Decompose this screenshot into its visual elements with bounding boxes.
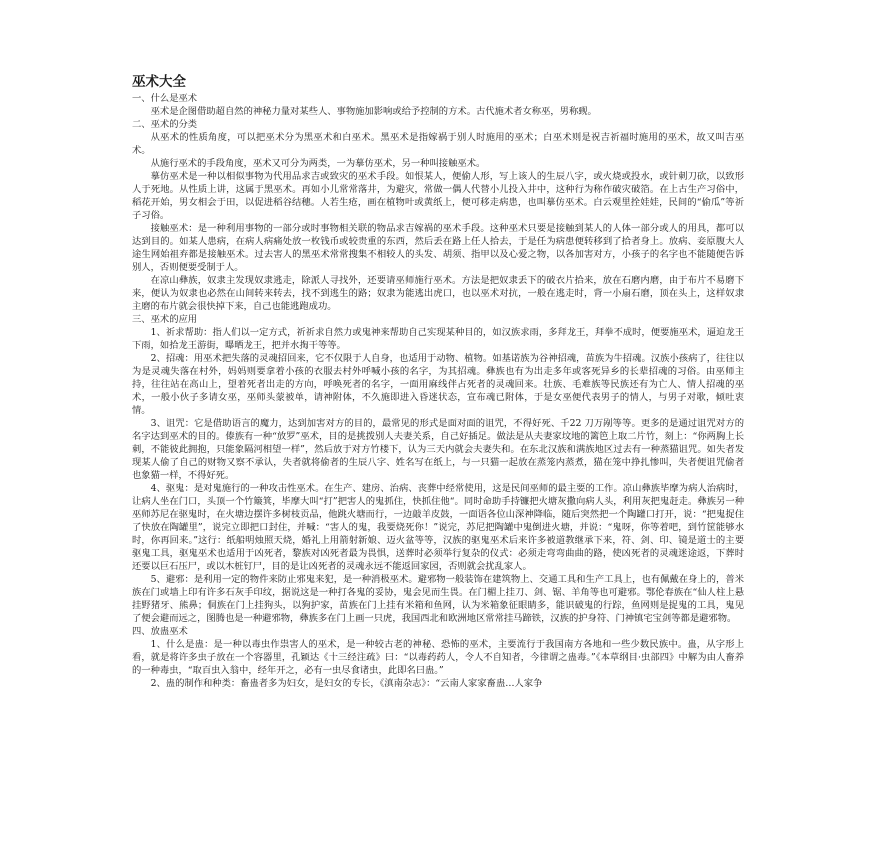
- section-heading: 二、巫术的分类: [132, 119, 198, 130]
- document-body: [132, 92, 744, 690]
- paragraph: 5、避邪：是利用一定的物件来防止邪鬼来犯，是一种消极巫术。避邪物一般装饰在建筑物上、交通工具和生产工具上，也有佩戴在身上的，普米族在门或墙上印有许多石灰手印纹，据说这是一种打各鬼的妥协，鬼会见而生畏。在门楣上挂刀、剑、锯、羊角等也可避邪。鄂伦春族在“仙人柱上悬挂野猪牙、熊鼻；侗族在门上挂狗头，以狗护家，苗族在门上挂有米箱和鱼网，认为米箱象征眼睛多，能识破鬼的行踪，鱼网则是捉鬼的工具，鬼见了便会避而远之，图腾也是一种避邪物，彝族多在门上画一只虎，我国西北和欧洲地区常常挂马蹄铁，汉族的护身符、门神镇宅宝剑等都是避邪物。: [132, 574, 744, 624]
- paragraph: 1、祈求帮助：指人们以一定方式，祈祈求自然力或鬼神来帮助自己实现某种目的，如汉族求雨，多拜龙王，拜拳不成时，便要施巫术，逼迫龙王下雨，如拾龙王游街，曝晒龙王，把并水掏干等等。: [132, 327, 744, 351]
- document-title: 巫术大全: [132, 74, 186, 90]
- paragraph: 2、招魂：用巫术把失落的灵魂招回来，它不仅限于人自身，也适用于动物、植物。如基诺族为谷神招魂，苗族为牛招魂。汉族小孩病了，往往以为是灵魂失落在村外，妈妈则要拿着小孩的衣服去村外呼喊小孩的名字，为其招魂。彝族也有为出走多年或客死异乡的长辈招魂的习俗。由巫师主持，往往站在高山上，望着死者出走的方向，呼唤死者的名字，一面用麻线伴占死者的灵魂回来。壮族、毛难族等民族还有为亡人、情人招魂的巫术，一般小伙子多请女巫，巫师头蒙被单，请神附体，不久施即进入昏迷状态，宣布魂已附体，于是女巫便代表男子的情人，与男子对歌，倾吐衷情。: [132, 353, 744, 416]
- paragraph: 1、什么是蛊：是一种以毒虫作祟害人的巫术，是一种较古老的神秘、恐怖的巫术，主要流行于我国南方各地和一些少数民族中。蛊，从字形上看，就是将许多虫子放在一个容器里，孔颖达《十三经注疏》曰：“以毒药药人，令人不自知者，今律谓之蛊毒。”《本草纲目·虫部四》中解为由人畜养的一种毒虫，“取百虫入翁中，经年开之，必有一虫尽食诸虫，此即名曰蛊。”: [132, 639, 744, 676]
- paragraph: 巫术是企图借助超自然的神秘力量对某些人、事物施加影响或给予控制的方术。古代施术者女称巫，男称觋。: [150, 106, 597, 117]
- paragraph: 从施行巫术的手段角度，巫术又可分为两类，一为摹仿巫术，另一种叫接触巫术。: [150, 158, 486, 169]
- paragraph: 3、诅咒：它是借助语言的魔力，达到加害对方的目的，最常见的形式是面对面的诅咒，不得好死、千22 刀万剐等等。更多的是通过诅咒对方的名字达到巫术的目的。傣族有一种“放罗”巫术，目的是挑拨别人夫妻关系，自己好插足。做法是从夫妻家坟地的篱笆上取二片竹，刻上：“你两胸上长刺，不能彼此拥抱，只能象隔河相望一样”，然后放于对方竹楼下，认为三天内就会夫妻失和。在东北汉族和满族地区过去有一种蒸猫诅咒。如失者发现某人偷了自己的财物又察不承认，失者就将偷者的生辰八字、姓名写在纸上，与一只猫一起放在蒸笼内蒸煮，猫在笼中挣扎惨叫，失者便诅咒偷者也象猫一样，不得好死。: [132, 418, 744, 481]
- paragraph: 接触巫术：是一种利用事物的一部分或时事物相关联的物品求吉嫁祸的巫术手段。这种巫术只要是接触到某人的人体一部分或人的用具，都可以达到目的。如某人患病，在病人病痛处放一枚钱币或较贵重的东西，然后丢在路上任人拾去，于是任为病患便转移到了拾者身上。放病、妾原腹大人途生网始祖弃都是接触巫术。过去害人的黑巫术常常搜集不相较人的头发、胡须、指甲以及心爱之物，以各加害对方，小孩子的名字也不能随便告诉别人，否则便要受制于人。: [132, 223, 744, 273]
- paragraph: 4、驱鬼：是对鬼施行的一种攻击性巫术。在生产、建房、治病、丧葬中经常使用，这是民间巫师的最主要的工作。凉山彝族毕摩为病人治病时，让病人坐在门口，头顶一个竹簸箕，毕摩大叫“打”把害人的鬼抓住，快抓住他“。同时命助手持镰把火塘灰撒向病人头，利用灰把鬼赶走。彝族另一种巫师苏尼在驱鬼时，在火塘边摆许多树枝贡品，他跳火塘而行，一边敲羊皮鼓，一面语各位山深神降临，随后突然把一个陶罐口打开，说：“把鬼捉住了快放在陶罐里”，说完立即把口封住，并喊：“害人的鬼，我要烧死你！”说完，苏尼把陶罐中鬼倒进火塘，并说：“鬼呀，你等着吧，到竹筐能够水时，你再回来。”这行：纸船明烛照天烧，婚礼上用箭射新娘、迈火盆等等，汉族的驱鬼巫术后来许多被道教继承下来，符、剑、印、镜是道士的主要驱鬼工具，驱鬼巫术也适用于凶死者，黎族对凶死者最为畏惧，送葬时必须举行复杂的仪式：必须走弯弯曲曲的路，使凶死者的灵魂迷途返，下葬时还要以巨石压尸，或以木桩钉尸，目的是让凶死者的灵魂永远不能返回家园，否则就会扰乱家人。: [132, 483, 744, 572]
- paragraph: 摹仿巫术是一种以相似事物为代用品求吉或致灾的巫术手段。如恨某人，便偷人形，写上该人的生辰八字，或火烧或投水，或针刺刀砍，以致形人于死地。从性质上讲，这属于黑巫术。再如小儿常常落井，为避灾，常做一偶人代替小儿投入井中，这种行为称作破灾破箔。在上古生产习俗中，稻花开始，男女相会于田，以促进稻谷结穗。人若生疮，画在植物叶或黄纸上，便可移走病患，也叫摹仿巫术。白云观里拴娃娃，民间的“偷瓜”等祈子习俗。: [132, 171, 744, 221]
- document-page: [132, 74, 744, 690]
- section-heading: 一、什么是巫术: [132, 93, 198, 104]
- section-heading: 三、巫术的应用: [132, 314, 198, 325]
- paragraph: 2、蛊的制作和种类：畜蛊者多为妇女，是妇女的专长，《滇南杂志》：“云南人家家畜蛊…人家争: [150, 678, 543, 689]
- paragraph: 从巫术的性质角度，可以把巫术分为黑巫术和白巫术。黑巫术是指嫁祸于别人时施用的巫术；白巫术则是祝吉祈福时施用的巫术，故又叫吉巫术。: [132, 132, 744, 156]
- section-heading: 四、放蛊巫术: [132, 626, 188, 637]
- paragraph: 在凉山彝族，奴隶主发现奴隶逃走，除派人寻找外，还要请巫师施行巫术。方法是把奴隶丢下的破衣片拾来，放在石磨内磨，由于布片不易磨下来，便认为奴隶也必然在山间转来转去，找不到逃生的路；奴隶为能逃出虎口，也以巫术对抗，一般在逃走时，背一小扇石磨，顶在头上，这样奴隶主磨的布片就会很快掉下来，自己也能逃跑成功。: [132, 275, 744, 312]
